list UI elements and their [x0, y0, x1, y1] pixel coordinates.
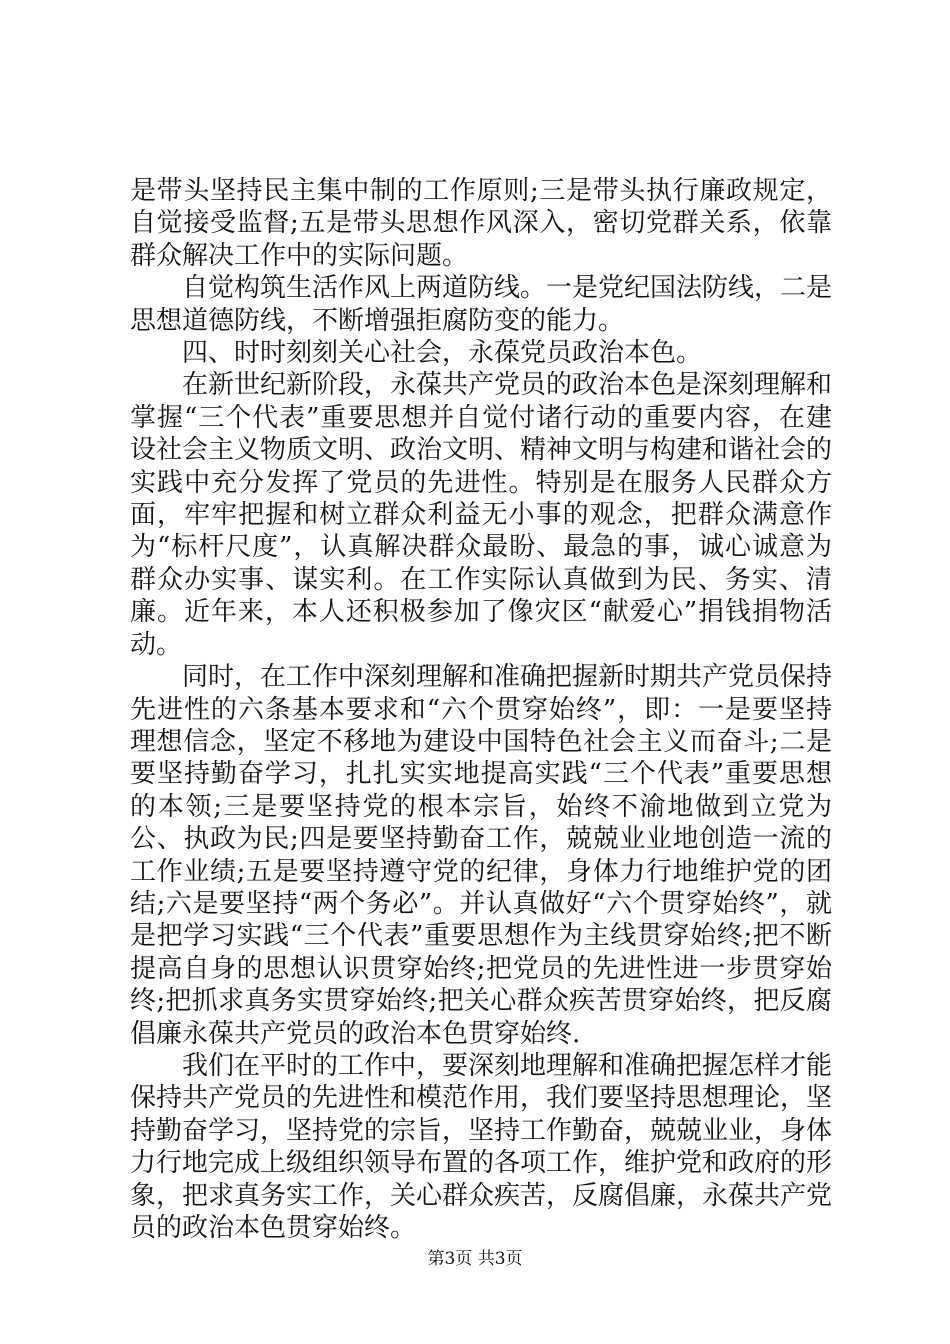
paragraph-six-requirements: 同时，在工作中深刻理解和准确把握新时期共产党员保持先进性的六条基本要求和“六个贯穿始终”，即：一是要坚持理想信念，坚定不移地为建设中国特色社会主义而奋斗;二是要坚持勤奋学习，扎扎实实地提高实践“三个代表”重要思想的本领;三是要坚持党的根本宗旨，始终不渝地做到立党为公、执政为民;四是要坚持勤奋工作，兢兢业业地创造一流的工作业绩;五是要坚持遵守党的纪律，身体力行地维护党的团结;六是要坚持“两个务必”。并认真做好“六个贯穿始终”，就是把学习实践“三个代表”重要思想作为主线贯穿始终;把不断提高自身的思想认识贯穿始终;把党员的先进性进一步贯穿始终;把抓求真务实贯穿始终;把关心群众疾苦贯穿始终，把反腐倡廉永葆共产党员的政治本色贯穿始终.	[130, 662, 833, 1049]
document-body	[130, 175, 832, 1244]
page-footer	[0, 1248, 950, 1270]
paragraph-continuation: 是带头坚持民主集中制的工作原则;三是带头执行廉政规定，自觉接受监督;五是带头思想作风深入，密切党群关系，依靠群众解决工作中的实际问题。	[130, 176, 832, 271]
paragraph-defense-lines: 自觉构筑生活作风上两道防线。一是党纪国法防线，二是思想道德防线，不断增强拒腐防变的能力。	[130, 273, 833, 336]
paragraph-new-era: 在新世纪新阶段，永葆共产党员的政治本色是深刻理解和掌握“三个代表”重要思想并自觉付诸行动的重要内容，在建设社会主义物质文明、政治文明、精神文明与构建和谐社会的实践中充分发挥了党员的先进性。特别是在服务人民群众方面，牢牢把握和树立群众利益无小事的观念，把群众满意作为“标杆尺度”，认真解决群众最盼、最急的事，诚心诚意为群众办实事、谋实利。在工作实际认真做到为民、务实、清廉。近年来，本人还积极参加了像灾区“献爱心”捐钱捐物活动。	[130, 370, 833, 660]
section-heading-four: 四、时时刻刻关心社会，永葆党员政治本色。	[182, 338, 703, 369]
paragraph-conclusion: 我们在平时的工作中，要深刻地理解和准确把握怎样才能保持共产党员的先进性和模范作用，我们要坚持思想理论，坚持勤奋学习，坚持党的宗旨，坚持工作勤奋，兢兢业业，身体力行地完成上级组织领导布置的各项工作，维护党和政府的形象，把求真务实工作，关心群众疾苦，反腐倡廉，永葆共产党员的政治本色贯穿始终。	[130, 1050, 833, 1243]
page-number-label: 第3页 共3页	[427, 1249, 523, 1269]
